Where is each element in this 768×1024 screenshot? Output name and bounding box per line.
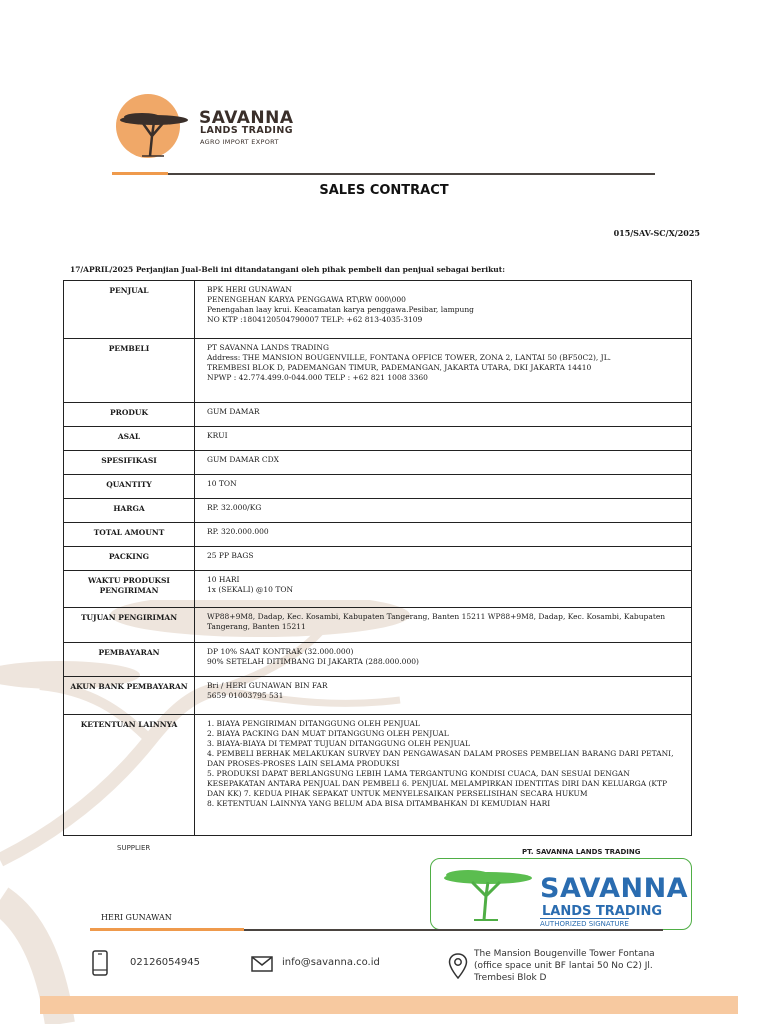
pembeli-line: PT SAVANNA LANDS TRADING <box>207 343 329 352</box>
footer-address <box>474 948 655 984</box>
label-asal: ASAL <box>64 427 195 451</box>
value-quantity: 10 TON <box>195 475 692 499</box>
brand-name: SAVANNA <box>199 108 294 128</box>
row-pembeli <box>64 339 692 403</box>
penjual-line: NO KTP :1804120504790007 TELP: +62 813-4035-3109 <box>207 315 423 324</box>
label-penjual: PENJUAL <box>64 281 195 339</box>
row-tujuan-pengiriman <box>64 608 692 643</box>
row-pembayaran <box>64 643 692 677</box>
header-divider-accent <box>112 172 168 175</box>
acacia-tree-logo-icon <box>112 100 192 160</box>
row-total-amount <box>64 523 692 547</box>
document-number: 015/SAV-SC/X/2025 <box>613 228 700 238</box>
stamp-tree-icon <box>438 866 533 922</box>
ketentuan-item: 1. BIAYA PENGIRIMAN DITANGGUNG OLEH PENJUAL <box>207 719 420 728</box>
pembeli-line: NPWP : 42.774.499.0-044.000 TELP : +62 821 1008 3360 <box>207 373 428 382</box>
mail-icon <box>251 956 273 972</box>
value-waktu-produksi <box>195 571 692 608</box>
document-title: SALES CONTRACT <box>319 183 449 198</box>
value-ketentuan-lainnya <box>195 715 692 836</box>
label-produk: PRODUK <box>64 403 195 427</box>
value-harga: RP. 32.000/KG <box>195 499 692 523</box>
authorized-signature-label: AUTHORIZED SIGNATURE <box>540 920 629 928</box>
value-produk: GUM DAMAR <box>195 403 692 427</box>
phone-icon <box>92 950 108 976</box>
value-pembayaran <box>195 643 692 677</box>
label-pembeli: PEMBELI <box>64 339 195 403</box>
footer-divider-accent <box>90 928 244 931</box>
label-waktu-produksi: WAKTU PRODUKSI PENGIRIMAN <box>64 571 195 608</box>
header-divider <box>168 173 655 175</box>
row-spesifikasi <box>64 451 692 475</box>
brand-tagline: AGRO IMPORT EXPORT <box>200 138 279 146</box>
penjual-line: PENENGEHAN KARYA PENGGAWA RT\RW 000\000 <box>207 295 406 304</box>
row-ketentuan-lainnya <box>64 715 692 836</box>
akun-line: 5659 01003795 531 <box>207 691 284 700</box>
row-packing <box>64 547 692 571</box>
row-asal <box>64 427 692 451</box>
ketentuan-item: 3. BIAYA-BIAYA DI TEMPAT TUJUAN DITANGGUNG OLEH PENJUAL <box>207 739 470 748</box>
contract-table <box>63 280 692 836</box>
footer-divider <box>244 929 663 931</box>
pembeli-line: TREMBESI BLOK D, PADEMANGAN TIMUR, PADEMANGAN, JAKARTA UTARA, DKI JAKARTA 14410 <box>207 363 592 372</box>
stamp-brand-name: SAVANNA <box>540 873 689 904</box>
address-line: The Mansion Bougenville Tower Fontana <box>474 949 655 959</box>
row-harga <box>64 499 692 523</box>
penjual-line: BPK HERI GUNAWAN <box>207 285 292 294</box>
intro-statement: 17/APRIL/2025 Perjanjian Jual-Beli ini ditandatangani oleh pihak pembeli dan penjual sebagai berikut: <box>70 265 505 274</box>
value-packing: 25 PP BAGS <box>195 547 692 571</box>
label-akun-bank: AKUN BANK PEMBAYARAN <box>64 677 195 715</box>
pembeli-line: Address: THE MANSION BOUGENVILLE, FONTANA OFFICE TOWER, ZONA 2, LANTAI 50 (BF50C2), JL. <box>207 353 612 362</box>
value-spesifikasi: GUM DAMAR CDX <box>195 451 692 475</box>
row-waktu-produksi <box>64 571 692 608</box>
address-line: (office space unit BF lantai 50 No C2) Jl. <box>474 961 653 971</box>
supplier-label: SUPPLIER <box>117 844 151 852</box>
row-quantity <box>64 475 692 499</box>
ketentuan-item: 8. KETENTUAN LAINNYA YANG BELUM ADA BISA DITAMBAHKAN DI KEMUDIAN HARI <box>207 799 551 808</box>
ketentuan-item: 4. PEMBELI BERHAK MELAKUKAN SURVEY DAN PENGAWASAN DALAM PROSES PEMBELIAN BARANG DARI PETANI, DAN PROSES-PROSES LAIN SELAMA PRODUKSI <box>207 749 674 768</box>
waktu-line: 1x (SEKALI) @10 TON <box>207 585 294 594</box>
label-tujuan-pengiriman: TUJUAN PENGIRIMAN <box>64 608 195 643</box>
footer-email[interactable]: info@savanna.co.id <box>282 957 380 968</box>
value-pembeli <box>195 339 692 403</box>
label-spesifikasi: SPESIFIKASI <box>64 451 195 475</box>
value-total-amount: RP. 320.000.000 <box>195 523 692 547</box>
brand-subtitle: LANDS TRADING <box>200 125 293 136</box>
waktu-line: 10 HARI <box>207 575 240 584</box>
row-penjual <box>64 281 692 339</box>
value-tujuan-pengiriman: WP88+9M8, Dadap, Kec. Kosambi, Kabupaten Tangerang, Banten 15211 WP88+9M8, Dadap, Kec. Kosambi, Kabupaten Tangerang, Banten 15211 <box>195 608 692 643</box>
row-akun-bank <box>64 677 692 715</box>
supplier-signer-name: HERI GUNAWAN <box>101 913 172 922</box>
label-harga: HARGA <box>64 499 195 523</box>
pembayaran-line: 90% SETELAH DITIMBANG DI JAKARTA (288.000.000) <box>207 657 419 666</box>
ketentuan-item: 5. PRODUKSI DAPAT BERLANGSUNG LEBIH LAMA TERGANTUNG KONDISI CUACA, DAN SESUAI DENGAN KESEPAKATAN ANTARA PENJUAL DAN PEMBELI 6. PENJUAL MELAMPIRKAN IDENTITAS DIRI DAN KELUARGA (KTP DAN KK) 7. KEDUA PIHAK SEPAKAT UNTUK MENYELESAIKAN PERSELISIHAN SECARA HUKUM <box>207 769 668 798</box>
akun-line: Bri / HERI GUNAWAN BIN FAR <box>207 681 328 690</box>
label-ketentuan-lainnya: KETENTUAN LAINNYA <box>64 715 195 836</box>
label-packing: PACKING <box>64 547 195 571</box>
penjual-line: Penengahan laay krui. Keacamatan karya penggawa.Pesibar, lampung <box>207 305 474 314</box>
value-asal: KRUI <box>195 427 692 451</box>
pembayaran-line: DP 10% SAAT KONTRAK (32.000.000) <box>207 647 354 656</box>
address-line: Trembesi Blok D <box>474 973 547 983</box>
footer-phone: 02126054945 <box>130 957 200 968</box>
footer-band <box>40 996 738 1014</box>
value-akun-bank <box>195 677 692 715</box>
location-pin-icon <box>448 953 468 979</box>
ketentuan-item: 2. BIAYA PACKING DAN MUAT DITANGGUNG OLEH PENJUAL <box>207 729 449 738</box>
label-total-amount: TOTAL AMOUNT <box>64 523 195 547</box>
company-signature-label: PT. SAVANNA LANDS TRADING <box>522 848 641 856</box>
value-penjual <box>195 281 692 339</box>
label-quantity: QUANTITY <box>64 475 195 499</box>
stamp-brand-subtitle: LANDS TRADING <box>542 904 663 919</box>
label-pembayaran: PEMBAYARAN <box>64 643 195 677</box>
row-produk <box>64 403 692 427</box>
